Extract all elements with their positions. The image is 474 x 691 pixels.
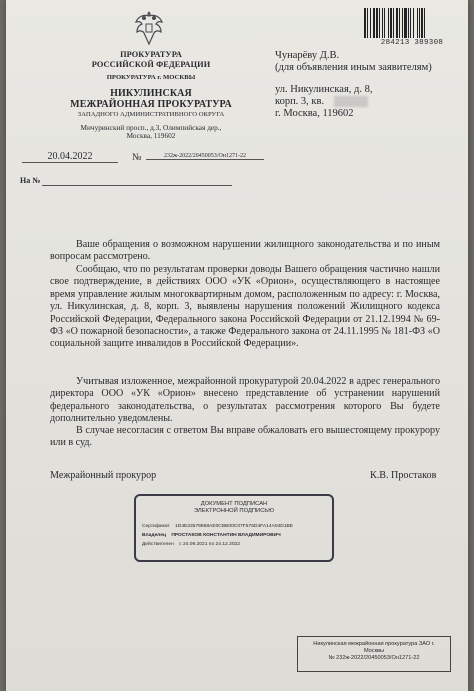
office-name-2: МЕЖРАЙОННАЯ ПРОКУРАТУРА [70,99,232,110]
header-russia: РОССИЙСКОЙ ФЕДЕРАЦИИ [91,60,211,69]
stamp-title-1: ДОКУМЕНТ ПОДПИСАН [200,501,268,507]
letter-number: 232ж-2022/20450053/Он1271-22 [146,153,264,160]
barcode [360,8,464,52]
office-address-1: Мичуринский просп., д.3, Олимпийская дер., [80,123,222,132]
paragraph-2: Сообщаю, что по результатам проверки доводы Вашего обращения частично нашли свое подтверждение, в действиях ООО «УК «Орион», осуществляющего в настоящее время управление жилым многоквартирным домом, расположенным по адресу: г. Москва, ул. Никулинская, д. 8, корп. 3, выявлены нарушения положений Жилищного кодекса Российской Федерации, Федерального закона Российской Федерации от 21.12.1994 № 69-ФЗ «О пожарной безопасности», а также Федерального закона от 24.11.1995 № 181-ФЗ «О социальной защите инвалидов в Российской Федерации». [50,264,440,350]
e-signature-stamp [134,494,334,562]
signer-name: К.В. Простаков [370,470,437,481]
office-address-2: Москва, 119602 [126,131,176,140]
emblem-icon [133,8,165,48]
stamp-cert-value: 1D4E33579868AE0CBB00C07F576D4FA14A04D1BE [175,524,294,529]
recipient-address-3: г. Москва, 119602 [275,108,354,119]
recipient-note: (для объявления иным заявителям) [275,62,432,73]
recipient-name: Чунарёву Д.В. [275,50,340,61]
ref-label: На № [20,176,41,185]
paragraph-4: В случае несогласия с ответом Вы вправе обжаловать его вышестоящему прокурору или в суд. [50,425,440,449]
ref-line [42,185,232,186]
registration-box [297,636,451,672]
office-name-1: НИКУЛИНСКАЯ [110,88,192,99]
recipient-address-2: корп. 3, кв. [275,96,325,107]
header-prosecutor: ПРОКУРАТУРА [120,50,182,59]
barcode-bar [425,8,428,38]
stamp-owner-label: Владелец [142,533,166,538]
header-moscow: ПРОКУРАТУРА г. МОСКВЫ [106,74,196,81]
barcode-number: 284213 389308 [380,39,444,47]
letter-date: 20.04.2022 [22,151,118,163]
redacted-apartment [334,96,368,107]
stamp-valid [142,542,240,547]
stamp-valid-value: с 24.09.2021 по 24.12.2022 [179,542,241,547]
barcode-bars [364,8,460,38]
number-label: № [132,152,142,163]
paragraph-3: Учитывая изложенное, межрайонной прокуратурой 20.04.2022 в адрес генерального директора ООО «УК «Орион» внесено представление об устранении нарушений федерального законодательства, о результатах рассмотрения которого Вы будете дополнительно уведомлены. [50,376,440,425]
stamp-title-2: ЭЛЕКТРОННОЙ ПОДПИСЬЮ [193,508,275,514]
stamp-owner-value: ПРОСТАКОВ КОНСТАНТИН ВЛАДИМИРОВИЧ [171,533,281,538]
paragraph-1: Ваше обращения о возможном нарушении жилищного законодательства и по иным вопросам рассмотрено. [50,239,440,263]
stamp-cert [142,524,293,529]
registration-line-1: Никулинская межрайонная прокуратура ЗАО г. [313,641,435,647]
stamp-valid-label: Действителен [142,542,174,547]
stamp-owner [142,533,281,538]
registration-line-3: № 232ж-2022/20450053/Он1271-22 [328,655,420,661]
registration-line-2: Москвы [363,648,385,654]
recipient-address-1: ул. Никулинская, д. 8, [275,84,373,95]
stamp-cert-label: Сертификат [142,524,170,529]
office-name-3: ЗАПАДНОГО АДМИНИСТРАТИВНОГО ОКРУГА [77,111,225,118]
signer-position: Межрайонный прокурор [50,470,157,481]
